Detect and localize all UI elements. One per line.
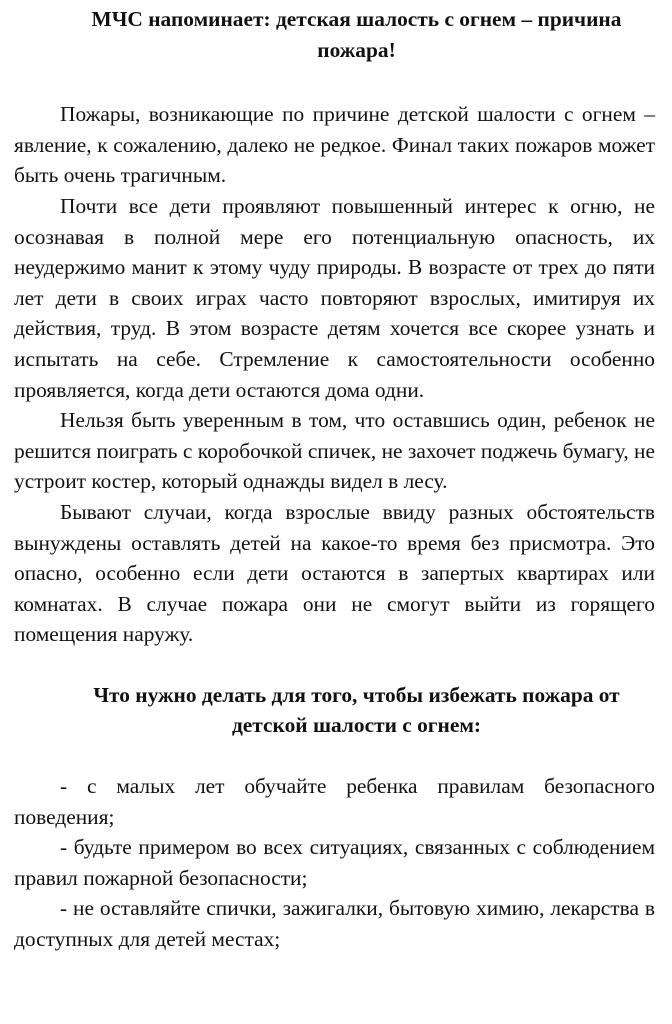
paragraph-1: Пожары, возникающие по причине детской шалости с огнем – явление, к сожалению, далеко не редкое. Финал таких пожаров может быть очень трагичным. <box>14 102 655 188</box>
list-item: - с малых лет обучайте ребенка правилам безопасного поведения; <box>14 774 655 829</box>
document-page <box>14 4 655 955</box>
list-item: - будьте примером во всех ситуациях, связанных с соблюдением правил пожарной безопасности; <box>14 835 655 890</box>
spacer <box>14 650 655 680</box>
paragraph-3: Нельзя быть уверенным в том, что оставшись один, ребенок не решится поиграть с коробочкой спичек, не захочет поджечь бумагу, не устроит костер, который однажды видел в лесу. <box>14 408 655 494</box>
paragraph-4: Бывают случаи, когда взрослые ввиду разных обстоятельств вынуждены оставлять детей на какое-то время без присмотра. Это опасно, особенно если дети остаются в запертых квартирах или комнатах. В случае пожара они не смогут выйти из горящего помещения наружу. <box>14 499 655 647</box>
spacer <box>14 65 655 99</box>
section-heading: Что нужно делать для того, чтобы избежать пожара от детской шалости с огнем: <box>93 682 620 738</box>
spacer <box>14 741 655 771</box>
paragraph-2: Почти все дети проявляют повышенный интерес к огню, не осознавая в полной мере его потенциальную опасность, их неудержимо манит к этому чуду природы. В возрасте от трех до пяти лет дети в своих играх часто повторяют взрослых, имитируя их действия, труд. В этом возрасте детям хочется все скорее узнать и испытать на себе. Стремление к самостоятельности особенно проявляется, когда дети остаются дома одни. <box>14 193 655 402</box>
document-title: МЧС напоминает: детская шалость с огнем – причина пожара! <box>91 7 622 62</box>
list-item: - не оставляйте спички, зажигалки, бытовую химию, лекарства в доступных для детей местах; <box>14 896 655 952</box>
